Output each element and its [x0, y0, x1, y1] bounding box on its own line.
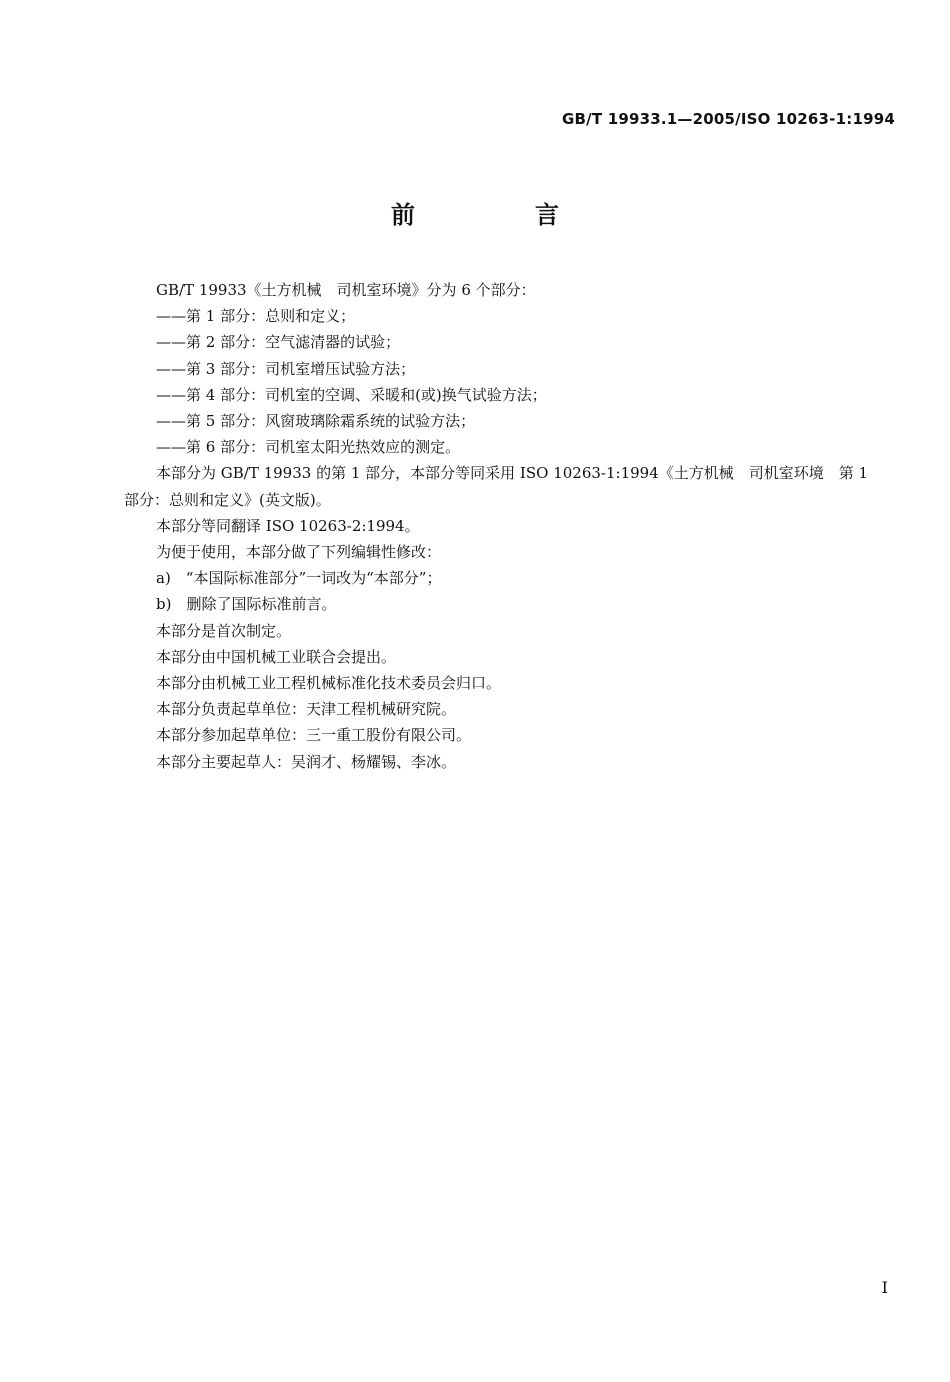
page-number: I [881, 1278, 888, 1297]
list-item: ——第 3 部分：司机室增压试验方法； [156, 359, 416, 378]
intro-paragraph: GB/T 19933《土方机械 司机室环境》分为 6 个部分： [156, 281, 536, 299]
page-title: 前 言 [391, 201, 607, 229]
statement-paragraph: 本部分由机械工业工程机械标准化技术委员会归口。 [156, 674, 502, 693]
statement-paragraph: 本部分参加起草单位：三一重工股份有限公司。 [156, 726, 472, 745]
edits-intro-paragraph: 为便于使用，本部分做了下列编辑性修改： [156, 543, 442, 562]
translation-paragraph: 本部分等同翻译 ISO 10263-2:1994。 [156, 516, 420, 535]
statement-paragraph: 本部分负责起草单位：天津工程机械研究院。 [156, 700, 457, 719]
list-item: b) 删除了国际标准前言。 [156, 595, 337, 614]
statement-paragraph: 本部分由中国机械工业联合会提出。 [156, 647, 397, 666]
list-item: ——第 5 部分：风窗玻璃除霜系统的试验方法； [156, 412, 476, 431]
list-item: ——第 2 部分：空气滤清器的试验； [156, 333, 401, 352]
standard-number-header: GB/T 19933.1—2005/ISO 10263-1:1994 [562, 110, 895, 128]
list-item: ——第 6 部分：司机室太阳光热效应的测定。 [156, 438, 461, 457]
statement-paragraph: 本部分主要起草人：吴润才、杨耀锡、李冰。 [156, 752, 457, 771]
list-item: a) “本国际标准部分”一词改为“本部分”； [156, 569, 442, 588]
foreword-body [124, 277, 884, 775]
list-item: ——第 1 部分：总则和定义； [156, 307, 356, 326]
adoption-paragraph: 本部分为 GB/T 19933 的第 1 部分，本部分等同采用 ISO 10263-1:1994《土方机械 司机室环境 第 1 部分：总则和定义》(英文版)。 [124, 464, 869, 509]
list-item: ——第 4 部分：司机室的空调、采暖和(或)换气试验方法； [156, 385, 547, 404]
statement-paragraph: 本部分是首次制定。 [156, 621, 292, 640]
